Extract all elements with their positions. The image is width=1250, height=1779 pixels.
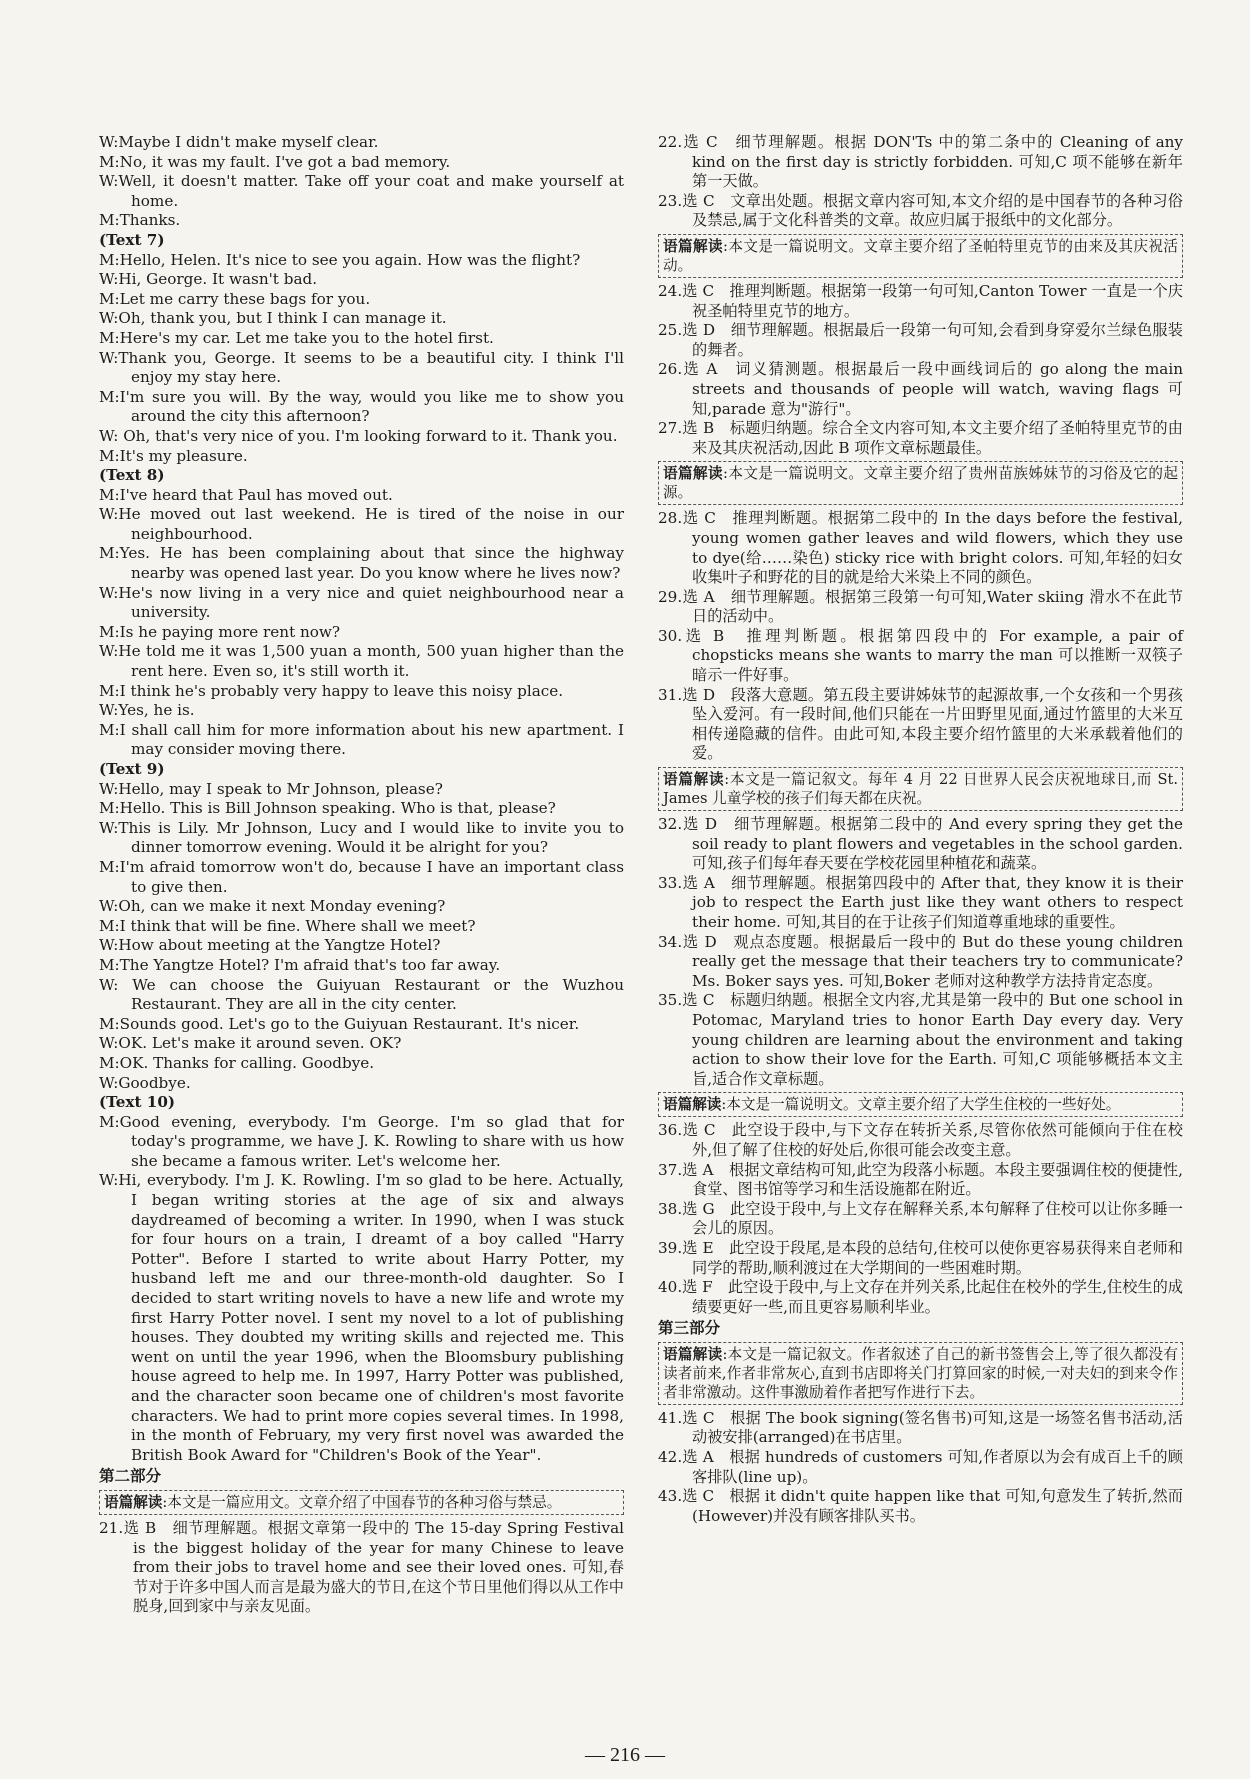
summary-text: :本文是一篇说明文。文章主要介绍了贵州苗族姊妹节的习俗及它的起源。 <box>663 465 1178 502</box>
answer-explanation: 37.选 A 根据文章结构可知,此空为段落小标题。本段主要强调住校的便捷性,食堂、图书馆等学习和生活设施都在附近。 <box>658 1160 1183 1199</box>
dialogue-line: W:Oh, can we make it next Monday evening? <box>99 897 446 916</box>
part-heading: 第三部分 <box>658 1319 721 1338</box>
answer-explanation: 38.选 G 此空设于段中,与上文存在解释关系,本句解释了住校可以让你多睡一会儿的原因。 <box>658 1199 1183 1238</box>
answer-explanation: 42.选 A 根据 hundreds of customers 可知,作者原以为会有成百上千的顾客排队(line up)。 <box>658 1448 1183 1486</box>
passage-summary-box <box>658 1342 1183 1405</box>
answer-explanation: 40.选 F 此空设于段中,与上文存在并列关系,比起住在校外的学生,住校生的成绩要更好一些,而且更容易顺利毕业。 <box>658 1278 1183 1316</box>
summary-text: :本文是一篇说明文。文章主要介绍了大学生住校的一些好处。 <box>721 1096 1121 1114</box>
summary-text: :本文是一篇说明文。文章主要介绍了圣帕特里克节的由来及其庆祝活动。 <box>663 237 1178 274</box>
answer-explanation: 43.选 C 根据 it didn't quite happen like that 可知,句意发生了转折,然而(However)并没有顾客排队买书。 <box>658 1487 1183 1525</box>
dialogue-line: W:Hi, George. It wasn't bad. <box>99 270 318 289</box>
dialogue-line: W:Thank you, George. It seems to be a beautiful city. I think I'll enjoy my stay here. <box>99 348 624 387</box>
dialogue-line: M:I think he's probably very happy to leave this noisy place. <box>99 681 564 700</box>
dialogue-line: M:Hello. This is Bill Johnson speaking. Who is that, please? <box>99 799 556 818</box>
answer-explanation: 21.选 B 细节理解题。根据文章第一段中的 The 15-day Spring Festival is the biggest holiday of the year for many Chinese to leave from their jobs to travel home and see their loved ones. 可知,春节对于许多中国人而言是最为盛大的节日,在这个节日里他们得以从工作中脱身,回到家中与亲友见面。 <box>99 1518 624 1616</box>
answer-explanation: 23.选 C 文章出处题。根据文章内容可知,本文介绍的是中国春节的各种习俗及禁忌,属于文化科普类的文章。故应归属于报纸中的文化部分。 <box>658 191 1183 230</box>
dialogue-line: W:He told me it was 1,500 yuan a month, 500 yuan higher than the rent here. Even so, it's still worth it. <box>99 642 624 681</box>
dialogue-line: M:No, it was my fault. I've got a bad memory. <box>99 152 451 171</box>
answer-explanation: 27.选 B 标题归纳题。综合全文内容可知,本文主要介绍了圣帕特里克节的由来及其庆祝活动,因此 B 项作文章标题最佳。 <box>658 419 1183 457</box>
part-heading: 第二部分 <box>99 1467 162 1486</box>
dialogue-line: M:OK. Thanks for calling. Goodbye. <box>99 1053 375 1072</box>
dialogue-line: M:Thanks. <box>99 211 181 230</box>
answer-explanation: 25.选 D 细节理解题。根据最后一段第一句可知,会看到身穿爱尔兰绿色服装的舞者。 <box>658 321 1183 359</box>
passage-summary-box <box>658 234 1183 278</box>
text-label: (Text 9) <box>99 760 165 778</box>
dialogue-line: M:Let me carry these bags for you. <box>99 289 371 308</box>
answer-explanation: 28.选 C 推理判断题。根据第二段中的 In the days before the festival, young women gather leaves and wild flowers, which they use to dye(给……染色) sticky rice with bright colors. 可知,年轻的妇女收集叶子和野花的目的就是给大米染上不同的颜色。 <box>658 509 1183 587</box>
right-column <box>658 133 1183 1526</box>
passage-summary-box <box>658 767 1183 811</box>
dialogue-line: M:I'm sure you will. By the way, would you like me to show you around the city this afternoon? <box>99 387 624 426</box>
dialogue-line: W:He moved out last weekend. He is tired of the noise in our neighbourhood. <box>99 505 624 543</box>
answer-explanation: 35.选 C 标题归纳题。根据全文内容,尤其是第一段中的 But one school in Potomac, Maryland tries to honor Earth Day every day. Very young children are learning about the environment and taking action to show their love for the Earth. 可知,C 项能够概括本文主旨,适合作文章标题。 <box>658 991 1183 1088</box>
dialogue-line: W:Goodbye. <box>99 1073 191 1092</box>
answer-explanation: 41.选 C 根据 The book signing(签名售书)可知,这是一场签名售书活动,活动被安排(arranged)在书店里。 <box>658 1408 1183 1447</box>
dialogue-line: W:How about meeting at the Yangtze Hotel? <box>99 936 441 955</box>
answer-explanation: 29.选 A 细节理解题。根据第三段第一句可知,Water skiing 滑水不在此节日的活动中。 <box>658 587 1183 626</box>
dialogue-line: M:Yes. He has been complaining about that since the highway nearby was opened last year. Do you know where he lives now? <box>99 544 624 583</box>
answer-explanation: 36.选 C 此空设于段中,与下文存在转折关系,尽管你依然可能倾向于住在校外,但了解了住校的好处后,你很可能会改变主意。 <box>658 1121 1183 1159</box>
answer-explanation: 22.选 C 细节理解题。根据 DON'Ts 中的第二条中的 Cleaning of any kind on the first day is strictly forbidden. 可知,C 项不能够在新年第一天做。 <box>658 133 1183 191</box>
answer-explanation: 32.选 D 细节理解题。根据第二段中的 And every spring they get the soil ready to plant flowers and vegetables in the school garden. 可知,孩子们每年春天要在学校花园里种植花和蔬菜。 <box>658 815 1183 873</box>
summary-head: 语篇解读 <box>663 1096 722 1114</box>
dialogue-line: M:Hello, Helen. It's nice to see you again. How was the flight? <box>99 250 581 269</box>
summary-head: 语篇解读 <box>663 771 725 789</box>
dialogue-line: M:Sounds good. Let's go to the Guiyuan Restaurant. It's nicer. <box>99 1014 580 1033</box>
dialogue-line: W:OK. Let's make it around seven. OK? <box>99 1034 402 1053</box>
passage-summary-box <box>658 1092 1183 1117</box>
summary-head: 语篇解读 <box>663 1345 723 1363</box>
dialogue-line: M:Good evening, everybody. I'm George. I'm so glad that for today's programme, we have J. K. Rowling to share with us how she became a famous writer. Let's welcome her. <box>99 1112 624 1170</box>
dialogue-line: M:I'm afraid tomorrow won't do, because I have an important class to give then. <box>99 857 624 896</box>
dialogue-line: W:Maybe I didn't make myself clear. <box>99 133 379 151</box>
summary-text: :本文是一篇记叙文。作者叙述了自己的新书签售会上,等了很久都没有读者前来,作者非常灰心,直到书店即将关门打算回家的时候,一对夫妇的到来令作者非常激动。这件事激励着作者把写作进行下去。 <box>663 1345 1178 1401</box>
answer-explanation: 39.选 E 此空设于段尾,是本段的总结句,住校可以使你更容易获得来自老师和同学的帮助,顺利渡过在大学期间的一些困难时期。 <box>658 1238 1183 1277</box>
dialogue-line: W:Oh, thank you, but I think I can manage it. <box>99 309 447 328</box>
dialogue-line: M:Is he paying more rent now? <box>99 622 341 641</box>
summary-text: :本文是一篇记叙文。每年 4 月 22 日世界人民会庆祝地球日,而 St. James 儿童学校的孩子们每天都在庆祝。 <box>663 771 1178 808</box>
answer-explanation: 34.选 D 观点态度题。根据最后一段中的 But do these young children really get the message that their teachers try to communicate? Ms. Boker says yes. 可知,Boker 老师对这种教学方法持肯定态度。 <box>658 932 1183 990</box>
text-label: (Text 7) <box>99 230 165 249</box>
dialogue-line: W:Hi, everybody. I'm J. K. Rowling. I'm so glad to be here. Actually, I began writing stories at the age of six and always daydreamed of becoming a writer. In 1990, when I was stuck for four hours on a train, I dreamt of a boy called "Harry Potter". Before I started to write about Harry Potter, my husband left me and our three-month-old daughter. So I decided to start writing novels to have a new life and wrote my first Harry Potter novel. I sent my novel to a lot of publishing houses. They doubted my writing skills and rejected me. This went on until the year 1996, when the Bloomsbury publishing house agreed to help me. In 1997, Harry Potter was published, and the character soon became one of children's most favorite characters. We had to print more copies several times. In 1998, in the month of February, my very first novel was awarded the British Book Award for "Children's Book of the Year". <box>99 1171 624 1464</box>
dialogue-line: M:The Yangtze Hotel? I'm afraid that's too far away. <box>99 955 501 974</box>
text-label: (Text 8) <box>99 466 165 485</box>
dialogue-line: M:Here's my car. Let me take you to the hotel first. <box>99 328 494 347</box>
passage-summary-box <box>658 461 1183 505</box>
summary-head: 语篇解读 <box>663 237 724 255</box>
dialogue-line: M:I think that will be fine. Where shall we meet? <box>99 916 476 935</box>
answer-explanation: 31.选 D 段落大意题。第五段主要讲姊妹节的起源故事,一个女孩和一个男孩坠入爱河。有一段时间,他们只能在一片田野里见面,通过竹篮里的大米互相传递隐藏的信件。由此可知,本段主要介绍竹篮里的大米承载着他们的爱。 <box>658 685 1183 763</box>
dialogue-line: W:Yes, he is. <box>99 701 195 720</box>
dialogue-line: W:Well, it doesn't matter. Take off your coat and make yourself at home. <box>99 172 624 210</box>
dialogue-line: W:He's now living in a very nice and quiet neighbourhood near a university. <box>99 583 624 622</box>
dialogue-line: W:Hello, may I speak to Mr Johnson, please? <box>99 779 443 798</box>
dialogue-line: W: We can choose the Guiyuan Restaurant or the Wuzhou Restaurant. They are all in the city center. <box>99 975 624 1014</box>
passage-summary-box <box>99 1490 624 1515</box>
dialogue-line: M:I shall call him for more information about his new apartment. I may consider moving there. <box>99 720 624 759</box>
summary-head: 语篇解读 <box>663 465 724 483</box>
dialogue-line: W:This is Lily. Mr Johnson, Lucy and I would like to invite you to dinner tomorrow evening. Would it be alright for you? <box>99 818 624 857</box>
dialogue-line: W: Oh, that's very nice of you. I'm looking forward to it. Thank you. <box>99 426 618 445</box>
summary-head: 语篇解读 <box>104 1493 163 1511</box>
dialogue-line: M:I've heard that Paul has moved out. <box>99 485 393 504</box>
text-label: (Text 10) <box>99 1093 176 1112</box>
left-column <box>99 133 624 1617</box>
page-number: — 216 — <box>585 1744 665 1766</box>
summary-text: :本文是一篇应用文。文章介绍了中国春节的各种习俗与禁忌。 <box>162 1493 562 1511</box>
answer-explanation: 30.选 B 推理判断题。根据第四段中的 For example, a pair of chopsticks means she wants to marry the man 可以推断一双筷子暗示一件好事。 <box>658 626 1183 685</box>
dialogue-line: M:It's my pleasure. <box>99 446 248 465</box>
answer-explanation: 24.选 C 推理判断题。根据第一段第一句可知,Canton Tower 一直是一个庆祝圣帕特里克节的地方。 <box>658 281 1183 320</box>
answer-explanation: 33.选 A 细节理解题。根据第四段中的 After that, they know it is their job to respect the Earth just like they want others to respect their home. 可知,其目的在于让孩子们知道尊重地球的重要性。 <box>658 873 1183 931</box>
answer-explanation: 26.选 A 词义猜测题。根据最后一段中画线词后的 go along the main streets and thousands of people will watch, waving flags 可知,parade 意为"游行"。 <box>658 360 1183 418</box>
